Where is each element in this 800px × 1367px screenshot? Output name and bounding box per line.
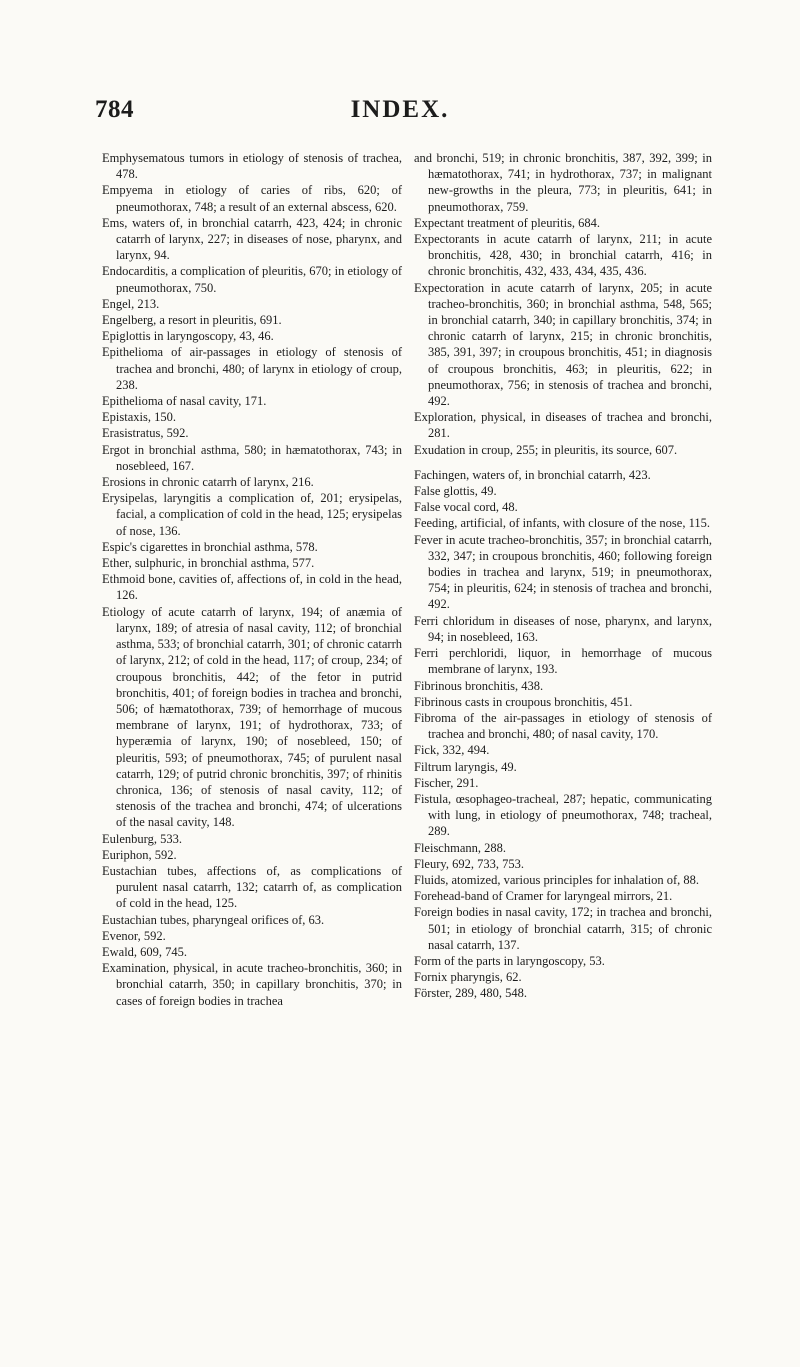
index-entry: Endocarditis, a complication of pleuritis, 670; in etiology of pneumothorax, 750. (102, 264, 402, 295)
index-entry: Etiology of acute catarrh of larynx, 194; of anæmia of larynx, 189; of atresia of nasal cavity, 112; of bronchial asthma, 533; of bronchial catarrh, 301; of chronic catarrh of larynx, 212; of cold in the head, 117; of croup, 234; of croupous bronchitis, 442; of the fetor in putrid bronchitis, 401; of foreign bodies in trachea and bronchi, 506; of hæmatothorax, 739; of hemorrhage of mucous membrane of larynx, 191; of hydrothorax, 733; of hyperæmia of larynx, 190; of nosebleed, 150; of pleuritis, 593; of pneumothorax, 745; of purulent nasal catarrh, 129; of putrid chronic bronchitis, 397; of rhinitis chronica, 136; of stenosis of nasal cavity, 112; of stenosis of the trachea and bronchi, 474; of ulcerations of the nasal cavity, 148. (102, 604, 402, 830)
letter-gap (414, 458, 712, 467)
index-entry: Erasistratus, 592. (102, 426, 189, 441)
index-entry: Examination, physical, in acute tracheo-bronchitis, 360; in bronchial catarrh, 350; in capillary bronchitis, 370; in cases of foreign bodies in trachea (102, 961, 402, 1008)
index-entry: Ems, waters of, in bronchial catarrh, 423, 424; in chronic catarrh of larynx, 227; in diseases of nose, pharynx, and larynx, 94. (102, 215, 402, 263)
index-entry: Empyema in etiology of caries of ribs, 620; of pneumothorax, 748; a result of an external abscess, 620. (102, 183, 402, 214)
index-entry: Feeding, artificial, of infants, with closure of the nose, 115. (414, 516, 710, 531)
index-entry: Fluids, atomized, various principles for inhalation of, 88. (414, 872, 700, 887)
index-entry: Epithelioma of nasal cavity, 171. (102, 394, 267, 409)
right-column-f-entries (414, 467, 712, 1002)
index-entry: Eustachian tubes, pharyngeal orifices of, 63. (102, 912, 325, 927)
index-entry: Euriphon, 592. (102, 847, 177, 862)
index-entry: Erysipelas, laryngitis a complication of, 201; erysipelas, facial, a complication of cold in the head, 125; erysipelas of nose, 136. (102, 491, 402, 538)
index-entry: Form of the parts in laryngoscopy, 53. (414, 953, 605, 968)
index-entry: Fever in acute tracheo-bronchitis, 357; in bronchial catarrh, 332, 347; in croupous bronchitis, 460; following foreign bodies in trachea and larynx, 519; in pneumothorax, 754; in pleuritis, 624; in stenosis of trachea and bronchi, 492. (414, 532, 712, 612)
index-entry: Espic's cigarettes in bronchial asthma, 578. (102, 539, 318, 554)
index-entry: Filtrum laryngis, 49. (414, 759, 517, 774)
index-entry: Expectant treatment of pleuritis, 684. (414, 215, 601, 230)
index-entry: Epiglottis in laryngoscopy, 43, 46. (102, 329, 274, 344)
index-entry: Ewald, 609, 745. (102, 944, 188, 959)
index-entry: Fachingen, waters of, in bronchial catarrh, 423. (414, 467, 651, 482)
index-entry: Expectoration in acute catarrh of larynx, 205; in acute tracheo-bronchitis, 360; in bronchial asthma, 548, 565; in bronchial catarrh, 340; in capillary bronchitis, 374; in chronic catarrh of larynx, 215; in chronic bronchitis, 385, 391, 397; in croupous bronchitis, 451; in diagnosis of croupous bronchitis, 463; in pleuritis, 622; in pneumothorax, 756; in stenosis of trachea and bronchi, 492. (414, 280, 712, 409)
index-entry: Fibrinous bronchitis, 438. (414, 678, 544, 693)
index-entry: Fischer, 291. (414, 775, 479, 790)
index-entry: Fick, 332, 494. (414, 743, 490, 758)
page-number: 784 (95, 96, 134, 123)
running-head: INDEX. (350, 96, 450, 123)
index-entry: Foreign bodies in nasal cavity, 172; in trachea and bronchi, 501; in etiology of bronchial catarrh, 315; of chronic nasal catarrh, 137. (414, 905, 712, 952)
index-entry: Emphysematous tumors in etiology of stenosis of trachea, 478. (102, 151, 402, 182)
index-entry: Ferri perchloridi, liquor, in hemorrhage of mucous membrane of larynx, 193. (414, 646, 712, 677)
index-entry: Evenor, 592. (102, 928, 166, 943)
index-entry: Epistaxis, 150. (102, 410, 176, 425)
index-entry: False glottis, 49. (414, 484, 497, 499)
index-entry: Engelberg, a resort in pleuritis, 691. (102, 313, 282, 328)
index-entry: Engel, 213. (102, 296, 160, 311)
index-entry: Fleischmann, 288. (414, 840, 507, 855)
index-entry: Eulenburg, 533. (102, 831, 182, 846)
index-entry: Ethmoid bone, cavities of, affections of, in cold in the head, 126. (102, 572, 402, 603)
left-column (102, 150, 402, 1009)
index-entry: Ferri chloridum in diseases of nose, pharynx, and larynx, 94; in nosebleed, 163. (414, 613, 712, 644)
index-entry: Fleury, 692, 733, 753. (414, 856, 524, 871)
index-entry: Fistula, œsophageo-tracheal, 287; hepatic, communicating with lung, in etiology of pneumothorax, 748; tracheal, 289. (414, 791, 712, 839)
index-entry: False vocal cord, 48. (414, 500, 518, 515)
index-entry: Eustachian tubes, affections of, as complications of purulent nasal catarrh, 132; catarrh of, as complication of cold in the head, 125. (102, 863, 402, 911)
right-column (414, 150, 712, 1009)
index-entry: Ether, sulphuric, in bronchial asthma, 577. (102, 556, 315, 571)
index-entry: Epithelioma of air-passages in etiology of stenosis of trachea and bronchi, 480; of larynx in etiology of croup, 238. (102, 345, 402, 392)
index-entry: Fornix pharyngis, 62. (414, 970, 522, 985)
index-entry: Fibrinous casts in croupous bronchitis, 451. (414, 694, 633, 709)
page-header (0, 96, 800, 136)
index-entry: Exudation in croup, 255; in pleuritis, its source, 607. (414, 442, 678, 457)
index-entry: Förster, 289, 480, 548. (414, 986, 528, 1001)
index-entry: Erosions in chronic catarrh of larynx, 216. (102, 475, 314, 490)
index-entry: and bronchi, 519; in chronic bronchitis, 387, 392, 399; in hæmatothorax, 741; in hydrothorax, 737; in malignant new-growths in the pleura, 773; in pleuritis, 641; in pneumothorax, 759. (414, 151, 712, 214)
index-entry: Exploration, physical, in diseases of trachea and bronchi, 281. (414, 410, 712, 441)
index-entry: Ergot in bronchial asthma, 580; in hæmatothorax, 743; in nosebleed, 167. (102, 442, 402, 473)
index-columns (102, 150, 712, 1009)
index-entry: Forehead-band of Cramer for laryngeal mirrors, 21. (414, 889, 673, 904)
right-column-e-entries (414, 150, 712, 458)
index-entry: Fibroma of the air-passages in etiology of stenosis of trachea and bronchi, 480; of nasal cavity, 170. (414, 710, 712, 742)
index-entry: Expectorants in acute catarrh of larynx, 211; in acute bronchitis, 428, 430; in bronchial catarrh, 416; in chronic bronchitis, 432, 433, 434, 435, 436. (414, 232, 712, 279)
